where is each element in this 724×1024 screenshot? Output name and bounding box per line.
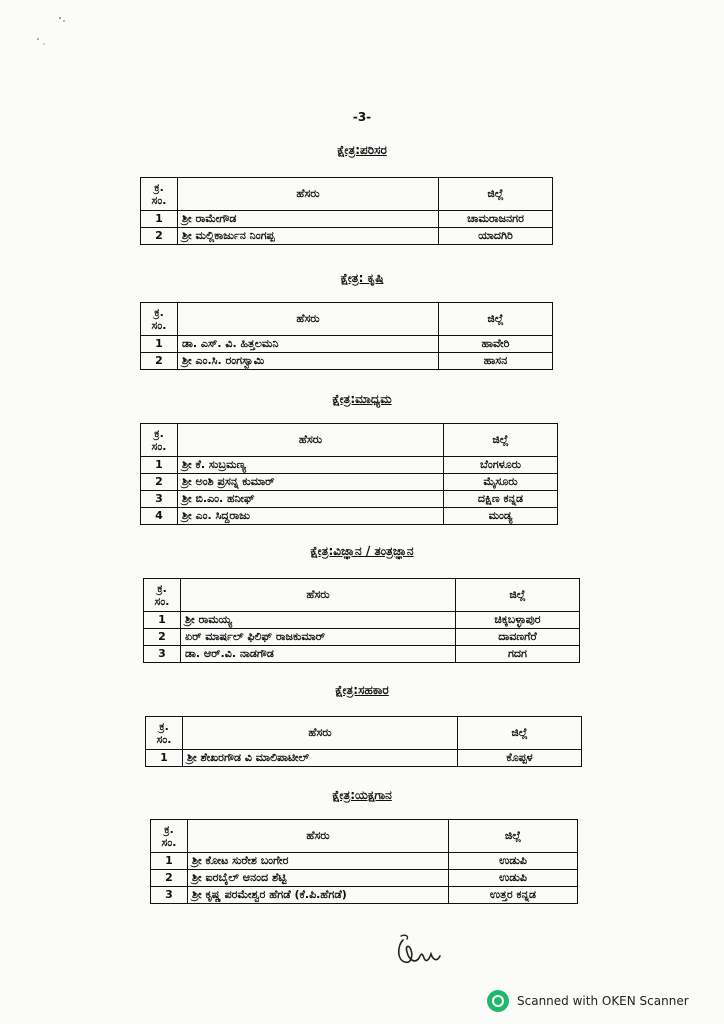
table-row bbox=[141, 474, 558, 491]
table-header-row bbox=[141, 303, 553, 336]
scanner-watermark bbox=[487, 990, 689, 1012]
row-name: ಶ್ರೀ ಐರಬೈಲ್ ಆನಂದ ಶೆಟ್ಟಿ bbox=[188, 870, 449, 887]
table-header-row bbox=[144, 579, 580, 612]
table-science-technology bbox=[143, 578, 580, 663]
column-header-name: ಹೆಸರು bbox=[183, 717, 458, 750]
table-header-row bbox=[141, 424, 558, 457]
row-district: ಕೊಪ್ಪಳ bbox=[458, 750, 582, 767]
row-name: ಏರ್ ಮಾರ್ಷಲ್ ಫಿಲಿಫ್ ರಾಜಕುಮಾರ್ bbox=[181, 629, 456, 646]
column-header-district: ಜಿಲ್ಲೆ bbox=[458, 717, 582, 750]
row-number: 1 bbox=[146, 750, 183, 767]
column-header-number: ಕ್ರ. ಸಂ. bbox=[141, 178, 178, 211]
row-number: 2 bbox=[141, 474, 178, 491]
row-name: ಶ್ರೀ ರಾಮಯ್ಯ bbox=[181, 612, 456, 629]
row-name: ಶ್ರೀ ಅಂಶಿ ಪ್ರಸನ್ನ ಕುಮಾರ್ bbox=[178, 474, 444, 491]
column-header-name: ಹೆಸರು bbox=[178, 424, 444, 457]
table-media bbox=[140, 423, 558, 525]
table-row bbox=[151, 870, 578, 887]
row-name: ಶ್ರೀ ಶೇಖರಗೌಡ ವಿ ಮಾಲಿಪಾಟೀಲ್ bbox=[183, 750, 458, 767]
row-number: 3 bbox=[151, 887, 188, 904]
row-district: ಹಾವೇರಿ bbox=[439, 336, 553, 353]
row-number: 2 bbox=[144, 629, 181, 646]
column-header-district: ಜಿಲ್ಲೆ bbox=[444, 424, 558, 457]
table-row bbox=[141, 336, 553, 353]
section-heading-yakshagana: ಕ್ಷೇತ್ರ:ಯಕ್ಷಗಾನ bbox=[332, 788, 392, 802]
table-row bbox=[151, 887, 578, 904]
row-name: ಶ್ರೀ ಮಲ್ಲಿಕಾರ್ಜುನ ನಿಂಗಪ್ಪ bbox=[178, 228, 439, 245]
signature bbox=[395, 930, 455, 970]
section-heading-media: ಕ್ಷೇತ್ರ:ಮಾಧ್ಯಮ bbox=[332, 392, 392, 406]
table-header-row bbox=[151, 820, 578, 853]
table-row bbox=[144, 629, 580, 646]
table-row bbox=[141, 353, 553, 370]
column-header-number: ಕ್ರ. ಸಂ. bbox=[144, 579, 181, 612]
row-district: ಯಾದಗಿರಿ bbox=[439, 228, 553, 245]
column-header-number: ಕ್ರ. ಸಂ. bbox=[141, 303, 178, 336]
row-name: ಶ್ರೀ ಕೆ. ಸುಬ್ರಮಣ್ಯ bbox=[178, 457, 444, 474]
row-number: 1 bbox=[141, 457, 178, 474]
row-number: 3 bbox=[144, 646, 181, 663]
row-number: 3 bbox=[141, 491, 178, 508]
table-row bbox=[141, 508, 558, 525]
table-environment bbox=[140, 177, 553, 245]
scan-specks bbox=[30, 15, 90, 55]
column-header-number: ಕ್ರ. ಸಂ. bbox=[151, 820, 188, 853]
row-number: 4 bbox=[141, 508, 178, 525]
table-cooperation bbox=[145, 716, 582, 767]
column-header-district: ಜಿಲ್ಲೆ bbox=[439, 178, 553, 211]
row-name: ಶ್ರೀ ರಾಮೇಗೌಡ bbox=[178, 211, 439, 228]
row-district: ಬೆಂಗಳೂರು bbox=[444, 457, 558, 474]
scanner-watermark-text: Scanned with OKEN Scanner bbox=[517, 994, 689, 1008]
row-name: ಶ್ರೀ ಕೃಷ್ಣ ಪರಮೇಶ್ವರ ಹೆಗಡೆ (ಕೆ.ಪಿ.ಹೆಗಡೆ) bbox=[188, 887, 449, 904]
row-number: 1 bbox=[151, 853, 188, 870]
row-name: ಡಾ. ಎಸ್. ವಿ. ಹಿತ್ತಲಮನಿ bbox=[178, 336, 439, 353]
column-header-number: ಕ್ರ. ಸಂ. bbox=[146, 717, 183, 750]
row-district: ಉತ್ತರ ಕನ್ನಡ bbox=[449, 887, 578, 904]
table-row bbox=[151, 853, 578, 870]
table-header-row bbox=[146, 717, 582, 750]
row-district: ಚಾಮರಾಜನಗರ bbox=[439, 211, 553, 228]
oken-scanner-logo-icon bbox=[487, 990, 509, 1012]
row-number: 2 bbox=[141, 228, 178, 245]
table-row bbox=[141, 211, 553, 228]
row-name: ಶ್ರೀ ಬಿ.ಎಂ. ಹನೀಫ್ bbox=[178, 491, 444, 508]
row-name: ಶ್ರೀ ಎಂ. ಸಿದ್ದರಾಜು bbox=[178, 508, 444, 525]
row-number: 2 bbox=[151, 870, 188, 887]
table-row bbox=[144, 646, 580, 663]
column-header-name: ಹೆಸರು bbox=[188, 820, 449, 853]
row-district: ಉಡುಪಿ bbox=[449, 853, 578, 870]
table-header-row bbox=[141, 178, 553, 211]
table-row bbox=[144, 612, 580, 629]
section-heading-agriculture: ಕ್ಷೇತ್ರ: ಕೃಷಿ bbox=[340, 271, 384, 285]
row-district: ದಾವಣಗೆರೆ bbox=[456, 629, 580, 646]
row-name: ಶ್ರೀ ಕೋಟ ಸುರೇಶ ಬಂಗೇರ bbox=[188, 853, 449, 870]
column-header-name: ಹೆಸರು bbox=[178, 303, 439, 336]
column-header-district: ಜಿಲ್ಲೆ bbox=[439, 303, 553, 336]
section-heading-environment: ಕ್ಷೇತ್ರ:ಪರಿಸರ bbox=[337, 143, 387, 157]
table-agriculture bbox=[140, 302, 553, 370]
table-row bbox=[146, 750, 582, 767]
page-number: -3- bbox=[352, 110, 372, 124]
section-heading-science-technology: ಕ್ಷೇತ್ರ:ವಿಜ್ಞಾನ / ತಂತ್ರಜ್ಞಾನ bbox=[310, 544, 414, 558]
table-row bbox=[141, 457, 558, 474]
table-yakshagana bbox=[150, 819, 578, 904]
column-header-number: ಕ್ರ. ಸಂ. bbox=[141, 424, 178, 457]
column-header-name: ಹೆಸರು bbox=[178, 178, 439, 211]
row-name: ಶ್ರೀ ಎಂ.ಸಿ. ರಂಗಸ್ವಾಮಿ bbox=[178, 353, 439, 370]
section-heading-cooperation: ಕ್ಷೇತ್ರ:ಸಹಕಾರ bbox=[335, 683, 389, 697]
row-number: 2 bbox=[141, 353, 178, 370]
row-number: 1 bbox=[141, 211, 178, 228]
row-district: ಮೈಸೂರು bbox=[444, 474, 558, 491]
column-header-name: ಹೆಸರು bbox=[181, 579, 456, 612]
row-district: ಮಂಡ್ಯ bbox=[444, 508, 558, 525]
row-district: ಗದಗ bbox=[456, 646, 580, 663]
row-district: ಉಡುಪಿ bbox=[449, 870, 578, 887]
row-district: ದಕ್ಷಿಣ ಕನ್ನಡ bbox=[444, 491, 558, 508]
row-district: ಹಾಸನ bbox=[439, 353, 553, 370]
column-header-district: ಜಿಲ್ಲೆ bbox=[456, 579, 580, 612]
column-header-district: ಜಿಲ್ಲೆ bbox=[449, 820, 578, 853]
row-number: 1 bbox=[141, 336, 178, 353]
table-row bbox=[141, 491, 558, 508]
row-name: ಡಾ. ಆರ್.ವಿ. ನಾಡಗೌಡ bbox=[181, 646, 456, 663]
table-row bbox=[141, 228, 553, 245]
row-district: ಚಿಕ್ಕಬಳ್ಳಾಪುರ bbox=[456, 612, 580, 629]
row-number: 1 bbox=[144, 612, 181, 629]
